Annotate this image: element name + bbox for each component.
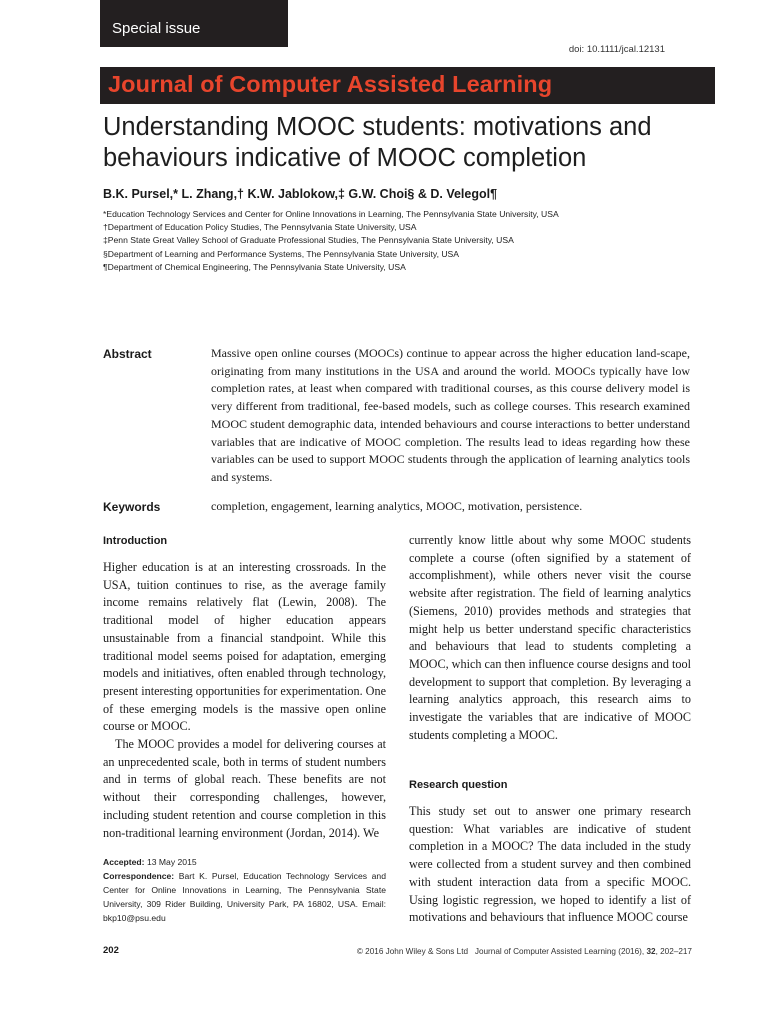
affiliation: ‡Penn State Great Valley School of Graduate Professional Studies, The Pennsylvania State University, USA	[103, 235, 514, 246]
correspondence-text: Bart K. Pursel, Education Technology Services and Center for Online Innovations in Learning, The Pennsylvania State University, 309 Rider Building, University Park, PA 16802, USA. Email: bkp10@psu.edu	[103, 871, 386, 923]
journal-name: Journal of Computer Assisted Learning	[108, 71, 553, 97]
affiliation: †Department of Education Policy Studies, The Pennsylvania State University, USA	[103, 222, 417, 233]
correspondence-note	[103, 869, 386, 925]
left-column	[103, 559, 386, 842]
keywords-heading: Keywords	[103, 500, 161, 514]
accepted-label: Accepted:	[103, 857, 145, 867]
doi-text[interactable]: doi: 10.1111/jcal.12131	[568, 44, 665, 55]
paragraph: This study set out to answer one primary research question: What variables are indicative of student completion in a MOOC? The data included in the study were collected from a student survey and then combined with student interaction data from a specific MOOC. Using logistic regression, we hoped to identify a list of motivations and behaviours that influence MOOC course	[409, 804, 691, 925]
accepted-date: 13 May 2015	[146, 857, 197, 867]
author-list: B.K. Pursel,* L. Zhang,† K.W. Jablokow,‡ G.W. Choi§ & D. Velegol¶	[103, 187, 498, 201]
paragraph: Higher education is at an interesting crossroads. In the USA, tuition continues to rise, as the average family income remains relatively flat (Lewin, 2008). The traditional model of higher education appears unsustainable from a financial standpoint. While this traditional model seems poised for adaptation, emerging models and initiatives, often enabled through technology, present interesting opportunities for experimentation. One of these emerging models is the massive open online course or MOOC.	[103, 560, 386, 734]
introduction-heading: Introduction	[103, 535, 168, 547]
page-number: 202	[103, 945, 119, 956]
right-column-top	[409, 532, 691, 744]
right-column-bottom	[409, 803, 691, 927]
article-title: Understanding MOOC students: motivations and behaviours indicative of MOOC completion	[103, 113, 652, 172]
citation-volume: 32	[646, 947, 656, 956]
paragraph: The MOOC provides a model for delivering courses at an unprecedented scale, both in terms of student numbers and in terms of global reach. These benefits are not without their corresponding challenges, however, including student retention and course completion in this non-traditional learning environment (Jordan, 2014). We	[103, 737, 386, 840]
special-issue-banner	[100, 0, 288, 47]
citation-journal: Journal of Computer Assisted Learning (2016),	[474, 947, 645, 956]
affiliation: ¶Department of Chemical Engineering, The Pennsylvania State University, USA	[103, 261, 406, 272]
special-issue-label: Special issue	[112, 20, 201, 37]
correspondence-label: Correspondence:	[103, 871, 175, 881]
accepted-note	[103, 855, 386, 869]
abstract-heading: Abstract	[103, 347, 152, 361]
affiliation: §Department of Learning and Performance Systems, The Pennsylvania State University, USA	[103, 248, 460, 259]
abstract-text: Massive open online courses (MOOCs) continue to appear across the higher education land-scape, originating from many institutions in the USA and around the world. MOOCs typically have low completion rates, at least when compared with traditional courses, as this course delivery model is very different from traditional, fee-based models, such as college courses. This research examined MOOC student demographic data, intended behaviours and course interactions to better understand variables that are indicative of MOOC completion. The results lead to ideas regarding how these variables can be used to support MOOC students through the application of learning analytics tools and systems.	[211, 346, 690, 484]
affiliations	[103, 208, 559, 274]
citation-pages: , 202–217	[655, 947, 692, 956]
research-question-heading: Research question	[409, 779, 508, 791]
keywords-text: completion, engagement, learning analytics, MOOC, motivation, persistence.	[211, 499, 583, 513]
footer-citation	[357, 947, 692, 956]
affiliation: *Education Technology Services and Center for Online Innovations in Learning, The Pennsylvania State University, USA	[103, 209, 559, 219]
paragraph: currently know little about why some MOOC students complete a course (often signified by a statement of accomplishment), while others never visit the course website after registration. The field of learning analytics (Siemens, 2010) provides methods and strategies that might help us better understand specific characteristics and behaviours that lead to students completing a MOOC, which can then influence course designs and tool development to support that completion. By leveraging a learning analytics approach, this research aims to investigate the variables that are indicative of MOOC students completing a MOOC.	[409, 533, 691, 742]
article-notes	[103, 855, 386, 925]
copyright: © 2016 John Wiley & Sons Ltd	[356, 947, 469, 956]
journal-banner	[100, 67, 715, 104]
